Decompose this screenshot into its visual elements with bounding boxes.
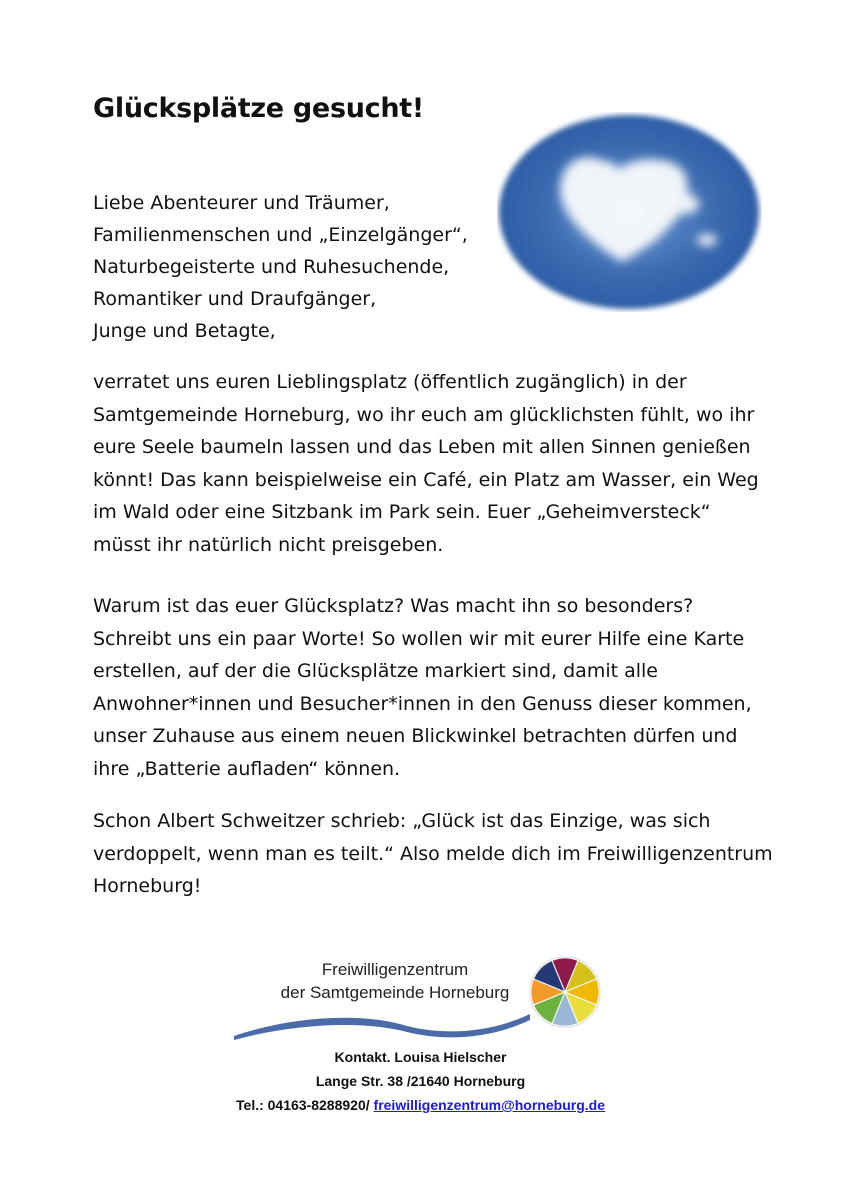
email-link[interactable]: freiwilligenzentrum@horneburg.de xyxy=(373,1097,605,1113)
heart-cloud-icon xyxy=(497,112,762,312)
paragraph-warum: Warum ist das euer Glücksplatz? Was macht ihn so besonders? Schreibt uns ein paar Worte! So wollen wir mit eurer Hilfe eine Karte erstellen, auf der die Glücksplätze markiert sind, damit alle Anwohner*innen und Besucher*innen in den Genuss dieser kommen, unser Zuhause aus einem neuen Blickwinkel betrachten dürfen und ihre „Batterie aufladen“ können. xyxy=(93,595,752,780)
contact-person: Kontakt. Louisa Hielscher xyxy=(334,1049,507,1065)
paragraph-lieblingsplatz: verratet uns euren Lieblingsplatz (öffentlich zugänglich) in der Samtgemeinde Horneburg, wo ihr euch am glücklichsten fühlt, wo ihr eure Seele baumeln lassen und das Leben mit allen Sinnen genießen könnt! Das kann beispielweise ein Café, ein Platz am Wasser, ein Weg im Wald oder eine Sitzbank im Park sein. Euer „Geheimversteck“ müsst ihr natürlich nicht preisgeben. xyxy=(93,371,759,556)
greeting-line: Romantiker und Draufgänger, xyxy=(93,288,377,310)
greeting-line: Junge und Betagte, xyxy=(93,320,276,342)
logo-text xyxy=(260,958,530,1004)
logo-wave-icon xyxy=(232,1002,532,1042)
contact-phone: Tel.: 04163-8288920/ xyxy=(236,1097,374,1113)
contact-line xyxy=(0,1097,841,1113)
greeting-line: Naturbegeisterte und Ruhesuchende, xyxy=(93,256,450,278)
paragraph-zitat: Schon Albert Schweitzer schrieb: „Glück ist das Einzige, was sich verdoppelt, wenn man es teilt.“ Also melde dich im Freiwilligenzentrum Horneburg! xyxy=(93,810,773,897)
color-wheel-icon xyxy=(528,955,602,1029)
page-title: Glücksplätze gesucht! xyxy=(93,93,424,124)
contact-address: Lange Str. 38 /21640 Horneburg xyxy=(315,1073,526,1089)
greeting-line: Familienmenschen und „Einzelgänger“, xyxy=(93,224,468,246)
logo-line: Freiwilligenzentrum xyxy=(321,960,469,979)
greeting-line: Liebe Abenteurer und Träumer, xyxy=(93,192,390,214)
logo-line: der Samtgemeinde Horneburg xyxy=(280,983,510,1002)
greeting-lines xyxy=(93,187,468,347)
